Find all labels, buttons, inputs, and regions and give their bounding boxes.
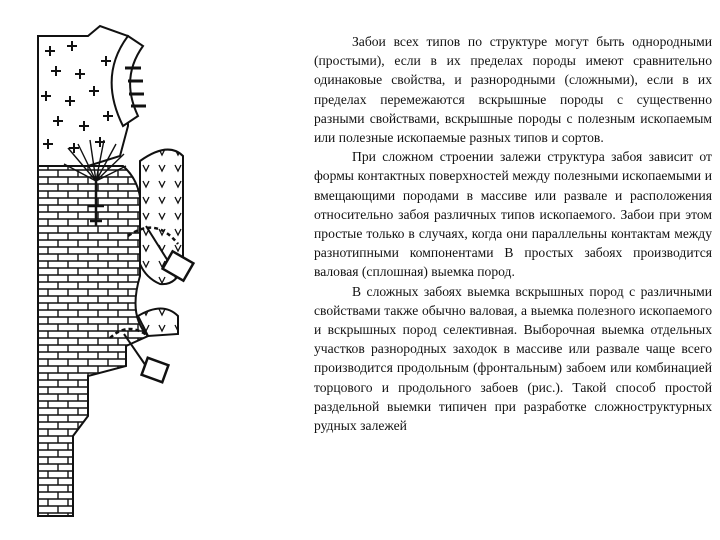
diagram-svg: [28, 16, 298, 526]
overburden-vee-zone: [138, 150, 183, 336]
paragraph-3: В сложных забоях выемка вскрышных пород с различными свойствами также обычно валовая, а выемка полезного ископаемого и вскрышных пород селективная. Выборочная выемка отдельных участков разнородных заходок в массиве или развале чаще всего производится продольным (фронтальным) забоем или комбинацией торцового и продольного забоев (рис.). Такой способ простой раздельной выемки типичен при разработке сложноструктурных рудных залежей: [314, 283, 712, 434]
paragraph-2: При сложном строении залежи структура забоя зависит от формы контактных поверхностей между полезными ископаемыми и вмещающими породами в массиве или развале и расположения относительно забоя различных типов ископаемого. Забои при этом простые только в случаях, когда они параллельны контактам между разнотипными компонентами В простых забоях производится валовая (сплошная) выемка пород.: [314, 149, 712, 280]
body-text: [314, 32, 712, 435]
paragraph-1: Забои всех типов по структуре могут быть однородными (простыми), если в их пределах породы имеют сравнительно одинаковые свойства, и разнородными (сложными), если в их пределах перемежаются вскрышные породы с существенно разными свойствами, вскрышные породы с полезным ископаемым или полезные ископаемые разных типов и сортов.: [314, 34, 712, 146]
mining-face-diagram: [28, 16, 298, 526]
ore-brick-column: [38, 166, 148, 516]
